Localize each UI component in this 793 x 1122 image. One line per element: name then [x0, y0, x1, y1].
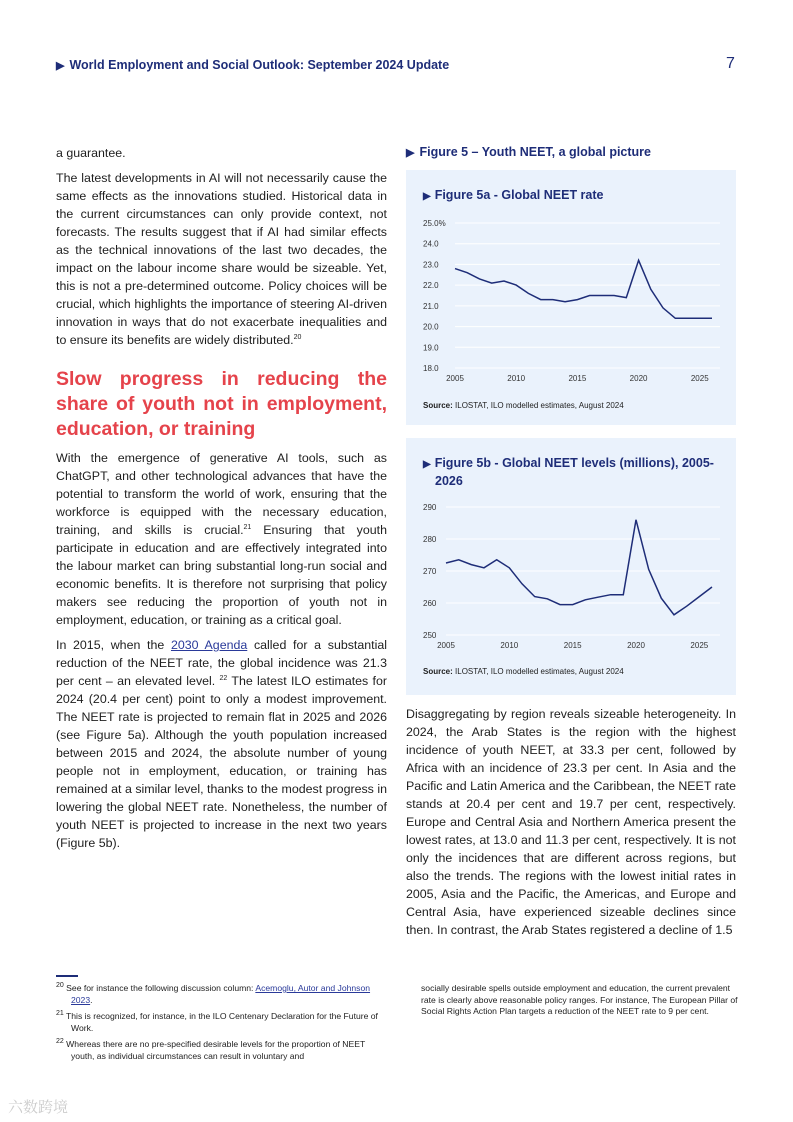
footnote-number: 20	[56, 982, 64, 990]
text: The latest developments in AI will not necessarily cause the same effects as the innovations studied. Historical data in the current circumstances can only provide context, not forecasts. The results suggest that if AI had similar effects as the technical innovations of the last two decades, the impact on the labour income share would be sizeable. Yet, this is not a pre-determined outcome. Policy choices will be crucial, which highlights the importance of steering AI-driven innovation in ways that do not exacerbate inequalities and to ensure its benefits are widely distributed.	[56, 171, 387, 347]
text: .	[90, 994, 93, 1005]
footnote-continued: socially desirable spells outside employment and education, the current prevalent rate is clearly above reasonable policy ranges. For instance, The European Pillar of Social Rights Action Plan targets a reduction of the NEET rate to 9 per cent.	[421, 983, 738, 1016]
chart-source	[423, 401, 624, 410]
y-tick-label: 23.0	[423, 260, 439, 270]
acemoglu-link[interactable]: Acemoglu, Autor and Johnson 2023	[71, 983, 371, 1005]
triangle-icon: ▶	[423, 459, 431, 470]
source-label: Source:	[423, 401, 453, 410]
y-tick-label: 18.0	[423, 364, 439, 373]
y-tick-label: 19.0	[423, 343, 439, 353]
figure-title-text: Figure 5 – Youth NEET, a global picture	[419, 145, 651, 159]
y-tick-label: 250	[423, 631, 437, 640]
chart-title-text: Figure 5a - Global NEET rate	[434, 188, 604, 202]
x-tick-label: 2005	[437, 641, 455, 650]
footnote-divider	[56, 975, 78, 977]
text: The latest ILO estimates for 2024 (20.4 per cent) point to only a modest improvement. The NEET rate is projected to remain flat in 2025 and 2026 (see Figure 5a). Although the youth population increased between 2015 and 2024, the absolute number of young people not in employment, education, or training has remained at a similar level, thanks to the modest progress in lowering the global NEET rate. Nonetheless, the number of youth NEET is projected to increase in the next two years (Figure 5b).	[56, 674, 387, 850]
paragraph	[56, 636, 387, 852]
figure-title	[406, 145, 651, 159]
footnote-ref[interactable]: 20	[293, 333, 302, 341]
chart-title-text: Figure 5b - Global NEET levels (millions), 2005-2026	[434, 456, 714, 488]
footnote	[56, 983, 386, 1006]
triangle-icon: ▶	[56, 60, 65, 72]
paragraph: Disaggregating by region reveals sizeable heterogeneity. In 2024, the Arab States is the region with the highest incidence of youth NEET, at 33.3 per cent, followed by Africa with an incidence of 23.3 per cent. In Asia and the Pacific and Latin America and the Caribbean, the NEET rate stands at 20.4 per cent and 19.7 per cent, respectively. Europe and Central Asia and Northern America present the lowest rates, at 13.0 and 11.3 per cent, respectively. It is not only the incidences that are different across regions, but also the trends. The regions with the lowest initial rates in 2005, Asia and the Pacific, the Americas, and Europe and Central Asia, have experienced sizeable declines since then. In contrast, the Arab States registered a decline of 1.5	[406, 707, 736, 937]
y-tick-label: 24.0	[423, 239, 439, 249]
y-tick-label: 21.0	[423, 301, 439, 311]
header-title: World Employment and Social Outlook: September 2024 Update	[69, 58, 450, 72]
text: This is recognized, for instance, in the ILO Centenary Declaration for the Future of Work.	[63, 1011, 378, 1033]
x-tick-label: 2015	[563, 641, 582, 650]
paragraph	[56, 169, 387, 349]
data-line	[446, 520, 712, 615]
text: See for instance the following discussion column:	[63, 983, 256, 993]
paragraph: a guarantee.	[56, 146, 126, 160]
x-tick-label: 2025	[690, 641, 709, 650]
x-tick-label: 2010	[500, 641, 519, 650]
footnote-ref[interactable]: 22	[219, 674, 228, 682]
source-label: Source:	[423, 667, 453, 676]
triangle-icon: ▶	[406, 147, 415, 159]
footnote-number: 21	[56, 1010, 64, 1018]
chart-title	[423, 455, 735, 490]
y-tick-label: 280	[423, 535, 437, 544]
text: With the emergence of generative AI tools, such as ChatGPT, and other technological advances that have the potential to transform the world of work, ensuring that the workforce is equipped with the necessary education, training, and skills is crucial.	[56, 451, 387, 537]
text: called for a substantial reduction of the NEET rate, the global incidence was 21.3 per cent – an elevated level.	[56, 638, 387, 688]
figure-5b-chart	[406, 493, 736, 673]
x-tick-label: 2020	[629, 374, 648, 383]
right-column	[406, 705, 736, 946]
footnotes-right	[421, 983, 741, 1023]
text: Whereas there are no pre-specified desirable levels for the proportion of NEET youth, as individual circumstances can result in voluntary and	[63, 1039, 366, 1061]
x-tick-label: 2015	[568, 374, 587, 383]
x-tick-label: 2020	[627, 641, 645, 650]
figure-5a-chart	[406, 200, 736, 420]
left-column	[56, 144, 387, 859]
footnote	[56, 1039, 386, 1062]
x-tick-label: 2010	[507, 374, 526, 383]
agenda-2030-link[interactable]: 2030 Agenda	[170, 638, 248, 652]
text: Ensuring that youth participate in education and are effectively integrated into the labour market can bring substantial long-run social and economic benefits. It is therefore not surprising that policy makers see reducing the proportion of youth not in employment, education, or training as a critical goal.	[56, 523, 387, 627]
page-number: 7	[726, 55, 735, 72]
footnotes-left	[56, 983, 386, 1067]
y-tick-label: 25.0%	[423, 219, 446, 228]
source-text: ILOSTAT, ILO modelled estimates, August 2024	[452, 667, 624, 676]
data-line	[455, 260, 712, 318]
running-header	[56, 58, 449, 72]
section-heading: Slow progress in reducing the share of youth not in employment, education, or training	[56, 368, 387, 440]
footnote-ref[interactable]: 21	[243, 523, 252, 531]
footnote-number: 22	[56, 1038, 64, 1046]
figure-5a-panel	[406, 170, 736, 425]
y-tick-label: 260	[423, 599, 437, 608]
x-tick-label: 2005	[446, 374, 464, 383]
paragraph	[56, 449, 387, 629]
x-tick-label: 2025	[690, 374, 709, 383]
footnote	[56, 1011, 386, 1034]
watermark: 六数跨境	[8, 1099, 69, 1116]
triangle-icon: ▶	[423, 191, 431, 202]
y-tick-label: 20.0	[423, 322, 439, 332]
source-text: ILOSTAT, ILO modelled estimates, August 2024	[452, 401, 624, 410]
y-tick-label: 270	[423, 567, 437, 576]
text: In 2015, when the	[56, 638, 171, 652]
figure-5b-panel	[406, 438, 736, 695]
chart-source	[423, 667, 624, 676]
y-tick-label: 22.0	[423, 281, 439, 291]
y-tick-label: 290	[423, 503, 437, 512]
